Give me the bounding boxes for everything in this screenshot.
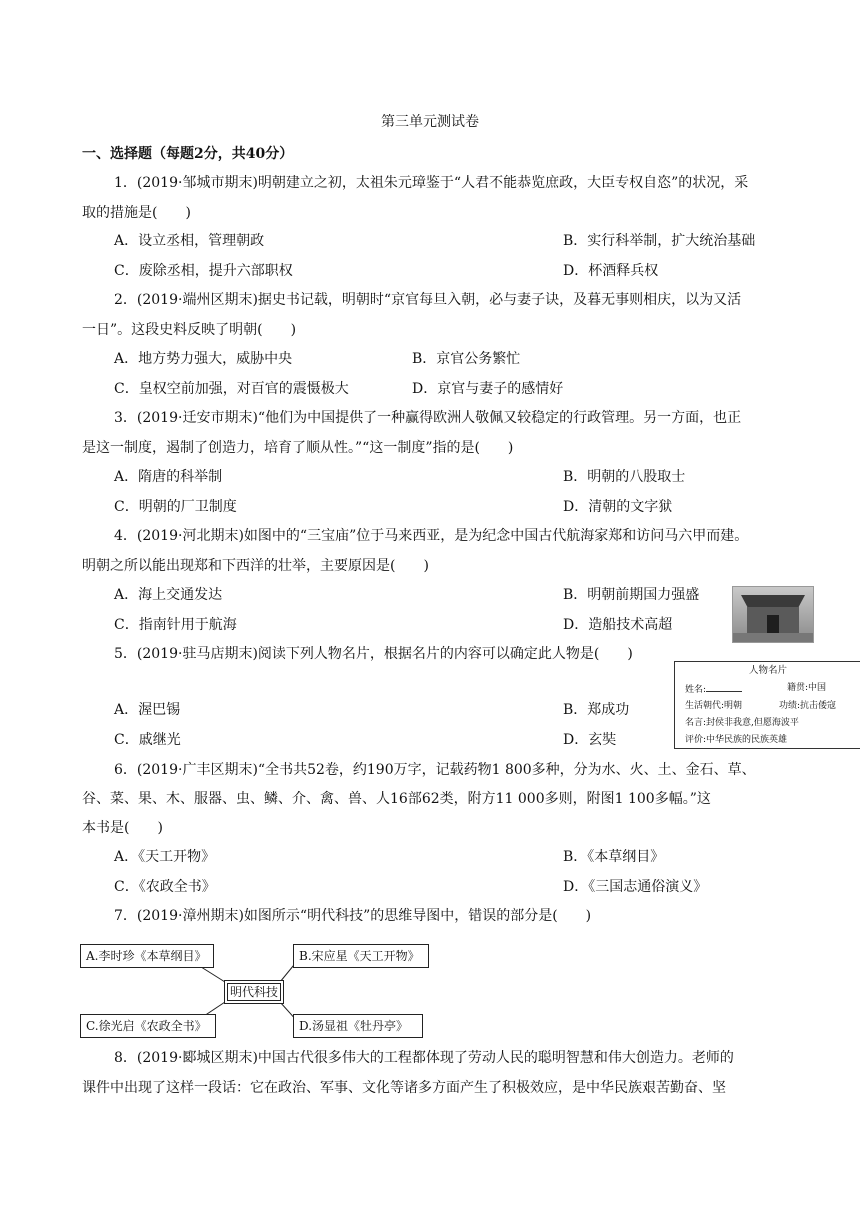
question-4-option-d: D．造船技术高超 [563,617,673,633]
mind-map-node-b: B.宋应星《天工开物》 [293,944,429,968]
question-3-option-c: C．明朝的厂卫制度 [114,499,237,515]
question-2-option-b: B．京官公务繁忙 [412,351,521,367]
name-card-quote: 名言:封侯非我意,但愿海波平 [685,718,799,728]
question-2-option-c: C．皇权空前加强，对百官的震慑极大 [114,381,349,397]
question-3-option-b: B．明朝的八股取士 [563,469,686,485]
name-card-title: 人物名片 [748,665,787,676]
question-6-stem-cont-2: 本书是( ) [82,820,163,836]
ming-tech-mind-map [80,940,432,1044]
person-name-card [674,661,860,749]
question-5-option-c: C．戚继光 [114,732,181,748]
question-1-stem: 1．(2019·邹城市期末)明朝建立之初，太祖朱元璋鉴于“人君不能恭览庶政，大臣专权自恣”的状况，采 [114,175,749,191]
question-1-option-c: C．废除丞相，提升六部职权 [114,263,293,279]
question-1-option-b: B．实行科举制，扩大统治基础 [563,233,756,249]
question-4-option-c: C．指南针用于航海 [114,617,237,633]
question-6-option-c: C．《农政全书》 [114,879,216,895]
question-1-stem-cont: 取的措施是( ) [82,205,191,221]
mind-map-node-d: D.汤显祖《牡丹亭》 [293,1014,423,1038]
name-card-origin: 籍贯:中国 [787,683,827,693]
question-2-option-d: D．京官与妻子的感情好 [412,381,564,397]
question-2-stem: 2．(2019·端州区期末)据史书记载，明朝时“京官每旦入朝，必与妻子诀，及暮无事则相庆，以为又活 [114,292,742,308]
question-3-stem-cont: 是这一制度，遏制了创造力，培育了顺从性。”“这一制度”指的是( ) [82,440,514,456]
question-5-option-b: B．郑成功 [563,702,630,718]
name-card-achievement: 功绩:抗击倭寇 [779,701,837,711]
sanbao-temple-photo [732,586,814,643]
name-card-name: 姓名: [685,682,742,697]
question-1-option-d: D．杯酒释兵权 [563,263,659,279]
question-5-option-d: D．玄奘 [563,732,617,748]
page-title: 第三单元测试卷 [381,114,479,130]
name-card-evaluation: 评价:中华民族的民族英雄 [685,735,788,745]
question-8-stem-cont: 课件中出现了这样一段话：它在政治、军事、文化等诸多方面产生了积极效应，是中华民族艰苦勤奋、坚 [82,1080,726,1096]
mind-map-node-c: C.徐光启《农政全书》 [80,1014,216,1038]
question-4-stem-cont: 明朝之所以能出现郑和下西洋的壮举，主要原因是( ) [82,558,429,574]
question-7-stem: 7．(2019·漳州期末)如图所示“明代科技”的思维导图中，错误的部分是( ) [114,908,592,924]
question-6-stem: 6．(2019·广丰区期末)“全书共52卷，约190万字，记载药物1 800多种，分为水、火、土、金石、草、 [114,762,756,778]
question-3-option-d: D．清朝的文字狱 [563,499,673,515]
question-6-option-d: D．《三国志通俗演义》 [563,879,708,895]
mind-map-node-a: A.李时珍《本草纲目》 [80,944,214,968]
question-5-stem: 5．(2019·驻马店期末)阅读下列人物名片，根据名片的内容可以确定此人物是( ) [114,646,633,662]
question-2-option-a: A．地方势力强大，威胁中央 [114,351,293,367]
question-6-stem-cont: 谷、菜、果、木、服器、虫、鳞、介、禽、兽、人16部62类，附方11 000多则，附图1 100多幅。”这 [82,791,711,807]
question-6-option-b: B．《本草纲目》 [563,849,665,865]
name-card-era: 生活朝代:明朝 [685,701,743,711]
question-4-option-b: B．明朝前期国力强盛 [563,587,700,603]
question-3-stem: 3．(2019·迁安市期末)“他们为中国提供了一种赢得欧洲人敬佩又较稳定的行政管理。另一方面，也正 [114,410,742,426]
question-8-stem: 8．(2019·郾城区期末)中国古代很多伟大的工程都体现了劳动人民的聪明智慧和伟大创造力。老师的 [114,1050,734,1066]
question-4-option-a: A．海上交通发达 [114,587,223,603]
question-4-stem: 4．(2019·河北期末)如图中的“三宝庙”位于马来西亚，是为纪念中国古代航海家郑和访问马六甲而建。 [114,528,749,544]
question-6-option-a: A．《天工开物》 [114,849,216,865]
question-5-option-a: A．渥巴锡 [114,702,181,718]
mind-map-center: 明代科技 [224,980,284,1004]
question-3-option-a: A．隋唐的科举制 [114,469,223,485]
question-2-stem-cont: 一日”。这段史料反映了明朝( ) [82,322,297,338]
question-1-option-a: A．设立丞相，管理朝政 [114,233,265,249]
section-heading: 一、选择题（每题2分，共40分） [82,146,294,162]
